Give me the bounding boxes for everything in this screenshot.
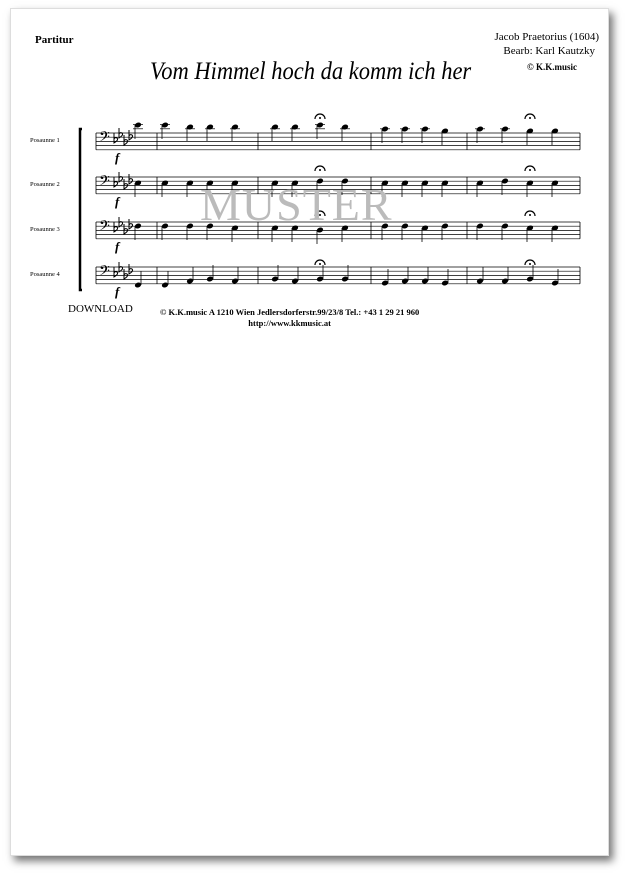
flat-icon	[119, 217, 123, 227]
instrument-label: Posaunne 4	[30, 271, 60, 278]
fermata-dot	[529, 214, 531, 216]
fermata-dot	[529, 117, 531, 119]
fermata-dot	[529, 263, 531, 265]
dynamic-marking: f	[115, 284, 120, 299]
flat-icon	[129, 219, 133, 229]
fermata-dot	[319, 169, 321, 171]
bracket	[80, 129, 82, 290]
flat-icon	[119, 172, 123, 182]
bass-clef-icon: 𝄢	[99, 218, 110, 238]
piece-title: Vom Himmel hoch da komm ich her	[150, 58, 472, 85]
flat-icon	[129, 174, 133, 184]
watermark: MUSTER	[200, 179, 393, 230]
dynamic-marking: f	[115, 239, 120, 254]
download-link[interactable]: DOWNLOAD	[68, 303, 133, 315]
footer-url[interactable]: http://www.kkmusic.at	[248, 318, 331, 328]
flat-icon	[124, 269, 128, 279]
flat-icon	[124, 135, 128, 145]
fermata-dot	[319, 263, 321, 265]
bass-clef-icon: 𝄢	[99, 129, 110, 149]
footer-address: © K.K.music A 1210 Wien Jedlersdorferstr.99/23/8 Tel.: +43 1 29 21 960	[160, 307, 420, 317]
flat-icon	[124, 179, 128, 189]
flat-icon	[119, 262, 123, 272]
flat-icon	[129, 130, 133, 140]
instrument-label: Posaunne 3	[30, 226, 60, 233]
dynamic-marking: f	[115, 194, 120, 209]
composer: Jacob Praetorius (1604)	[494, 31, 599, 43]
footer	[160, 307, 419, 329]
flat-icon	[129, 264, 133, 274]
dynamic-marking: f	[115, 150, 120, 165]
arranger: Bearb: Karl Kautzky	[503, 45, 595, 57]
publisher-copyright: © K.K.music	[527, 62, 577, 72]
flat-icon	[119, 128, 123, 138]
instrument-label: Posaunne 2	[30, 181, 60, 188]
score-type-label: Partitur	[35, 34, 74, 46]
bass-clef-icon: 𝄢	[99, 173, 110, 193]
fermata-dot	[529, 169, 531, 171]
fermata-dot	[319, 117, 321, 119]
flat-icon	[124, 224, 128, 234]
bass-clef-icon: 𝄢	[99, 263, 110, 283]
instrument-label: Posaunne 1	[30, 137, 60, 144]
